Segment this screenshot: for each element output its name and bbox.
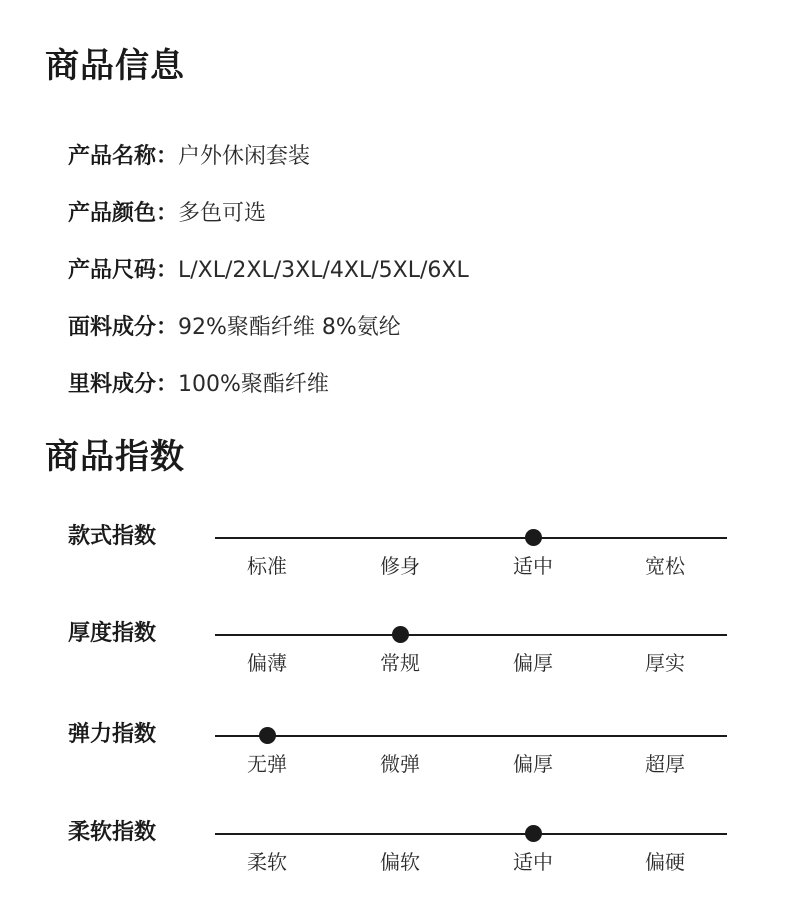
info-key: 产品尺码： bbox=[68, 257, 179, 283]
index-option: 偏软 bbox=[380, 850, 420, 874]
index-marker-dot bbox=[525, 825, 542, 842]
index-scale-line bbox=[215, 537, 727, 539]
index-option: 厚实 bbox=[645, 651, 685, 675]
index-option: 修身 bbox=[380, 554, 420, 578]
info-row-lining bbox=[68, 356, 469, 413]
index-option: 无弹 bbox=[247, 752, 287, 776]
product-info-title: 商品信息 bbox=[45, 46, 185, 86]
info-value: L/XL/2XL/3XL/4XL/5XL/6XL bbox=[178, 257, 469, 283]
info-row-product-name bbox=[68, 128, 469, 185]
info-value: 100%聚酯纤维 bbox=[178, 371, 329, 397]
index-scale-line bbox=[215, 833, 727, 835]
index-elasticity bbox=[0, 722, 790, 795]
index-marker-dot bbox=[259, 727, 276, 744]
info-key: 面料成分： bbox=[68, 314, 179, 340]
info-key: 产品名称： bbox=[68, 143, 179, 169]
index-scale-line bbox=[215, 735, 727, 737]
index-label: 厚度指数 bbox=[68, 621, 157, 646]
index-option: 适中 bbox=[513, 850, 553, 874]
index-marker-dot bbox=[525, 529, 542, 546]
index-softness bbox=[0, 820, 790, 893]
product-info-list bbox=[68, 128, 469, 413]
index-label: 款式指数 bbox=[68, 524, 157, 549]
product-index-title: 商品指数 bbox=[45, 437, 185, 477]
info-row-product-size bbox=[68, 242, 469, 299]
index-style bbox=[0, 524, 790, 597]
index-option: 适中 bbox=[513, 554, 553, 578]
index-option: 标准 bbox=[247, 554, 287, 578]
index-option: 常规 bbox=[380, 651, 420, 675]
index-option: 宽松 bbox=[645, 554, 685, 578]
index-option: 柔软 bbox=[247, 850, 287, 874]
index-marker-dot bbox=[392, 626, 409, 643]
index-option: 偏厚 bbox=[513, 651, 553, 675]
index-option: 微弹 bbox=[380, 752, 420, 776]
index-thickness bbox=[0, 621, 790, 694]
index-option: 偏硬 bbox=[645, 850, 685, 874]
index-label: 柔软指数 bbox=[68, 820, 157, 845]
info-row-product-color bbox=[68, 185, 469, 242]
info-key: 产品颜色： bbox=[68, 200, 179, 226]
info-value: 92%聚酯纤维 8%氨纶 bbox=[178, 314, 401, 340]
info-row-fabric bbox=[68, 299, 469, 356]
index-option: 偏薄 bbox=[247, 651, 287, 675]
info-value: 多色可选 bbox=[178, 200, 267, 226]
index-option: 偏厚 bbox=[513, 752, 553, 776]
index-scale-line bbox=[215, 634, 727, 636]
info-value: 户外休闲套装 bbox=[178, 143, 311, 169]
index-option: 超厚 bbox=[645, 752, 685, 776]
index-label: 弹力指数 bbox=[68, 722, 157, 747]
info-key: 里料成分： bbox=[68, 371, 179, 397]
